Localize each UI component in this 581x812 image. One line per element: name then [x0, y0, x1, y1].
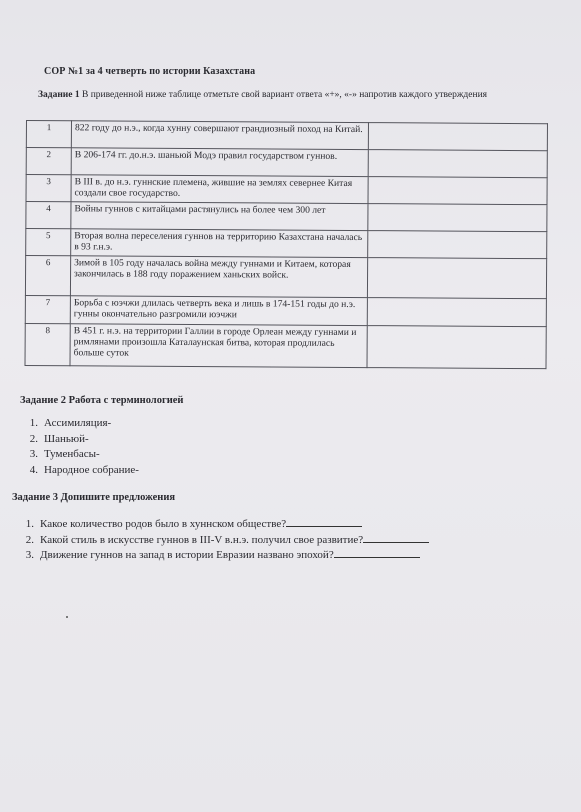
item-number: 3.	[29, 448, 38, 460]
task2-heading: Задание 2 Работа с терминологией	[20, 395, 184, 406]
table-row	[26, 229, 547, 259]
table-row	[25, 256, 546, 299]
term-text: Туменбасы-	[44, 448, 100, 460]
item-number: 1.	[29, 417, 38, 429]
list-item	[14, 548, 514, 564]
table-row	[25, 295, 546, 326]
list-item	[18, 447, 139, 463]
list-item	[18, 416, 139, 432]
answer-cell[interactable]	[368, 123, 547, 151]
list-item	[18, 432, 139, 448]
answer-cell[interactable]	[367, 326, 546, 369]
term-text: Народное собрание-	[44, 463, 139, 476]
statement-cell: Войны гуннов с китайцами растянулись на более чем 300 лет	[71, 202, 368, 231]
row-number: 5	[26, 229, 71, 256]
task1-label: Задание 1	[38, 90, 80, 100]
task2-list	[18, 416, 139, 478]
answer-table	[24, 120, 547, 369]
task3-list	[14, 517, 514, 564]
row-number: 8	[25, 323, 70, 365]
row-number: 6	[25, 256, 70, 296]
row-number: 7	[25, 295, 70, 323]
table-row	[26, 202, 547, 232]
task1-text: В приведенной ниже таблице отметьте свой вариант ответа «+», «-» напротив каждого утверждения	[79, 90, 488, 100]
task3-heading: Задание 3 Допишите предложения	[12, 492, 176, 503]
task1-instruction	[38, 90, 546, 101]
answer-cell[interactable]	[367, 298, 546, 327]
list-item	[18, 463, 139, 479]
list-item	[14, 533, 514, 549]
table-row	[25, 323, 546, 368]
statement-cell: В III в. до н.э. гуннские племена, жившие на землях севернее Китая создали свое государство.	[71, 175, 368, 204]
question-text: Какой стиль в искусстве гуннов в III-V в.н.э. получил свое развитие?	[40, 533, 364, 546]
list-item	[14, 517, 514, 533]
answer-cell[interactable]	[367, 258, 546, 299]
paper-speck	[66, 616, 68, 618]
question-text: Движение гуннов на запад в истории Евразии названо эпохой?	[40, 549, 334, 561]
item-number: 2.	[25, 533, 34, 546]
answer-blank[interactable]	[363, 533, 429, 543]
statement-cell: Вторая волна переселения гуннов на территорию Казахстана началась в 93 г.н.э.	[71, 229, 368, 258]
statement-cell: В 206-174 гг. до.н.э. шаньюй Модэ правил государством гуннов.	[71, 148, 368, 177]
question-text: Какое количество родов было в хуннском обществе?	[40, 518, 287, 530]
answer-cell[interactable]	[368, 204, 547, 232]
row-number: 4	[26, 202, 71, 229]
statement-cell: В 451 г. н.э. на территории Галлии в городе Орлеан между гуннами и римлянами произошла Каталаунская битва, которая продлилась больше суток	[70, 324, 367, 368]
statement-cell: Борьба с юэчжи длилась четверть века и лишь в 174-151 годы до н.э. гунны окончательно разгромили юэчжи	[70, 296, 367, 326]
table-row	[26, 175, 547, 205]
answer-blank[interactable]	[286, 517, 362, 527]
item-number: 4.	[29, 463, 38, 476]
answer-cell[interactable]	[368, 177, 547, 205]
statement-cell: 822 году до н.э., когда хунну совершают грандиозный поход на Китай.	[71, 121, 368, 150]
answer-cell[interactable]	[368, 231, 547, 259]
term-text: Шаньюй-	[44, 432, 89, 445]
answer-cell[interactable]	[368, 150, 547, 178]
item-number: 2.	[29, 432, 38, 445]
answer-blank[interactable]	[334, 548, 420, 558]
item-number: 3.	[25, 549, 34, 561]
item-number: 1.	[25, 518, 34, 530]
statement-cell: Зимой в 105 году началась война между гуннами и Китаем, которая закончилась в 188 году поражением ханьских войск.	[70, 256, 367, 298]
row-number: 1	[26, 121, 71, 148]
table-row	[26, 148, 547, 178]
row-number: 2	[26, 148, 71, 175]
table-row	[26, 121, 547, 151]
term-text: Ассимиляция-	[44, 417, 112, 429]
row-number: 3	[26, 175, 71, 202]
document-title: СОР №1 за 4 четверть по истории Казахстана	[44, 66, 256, 77]
